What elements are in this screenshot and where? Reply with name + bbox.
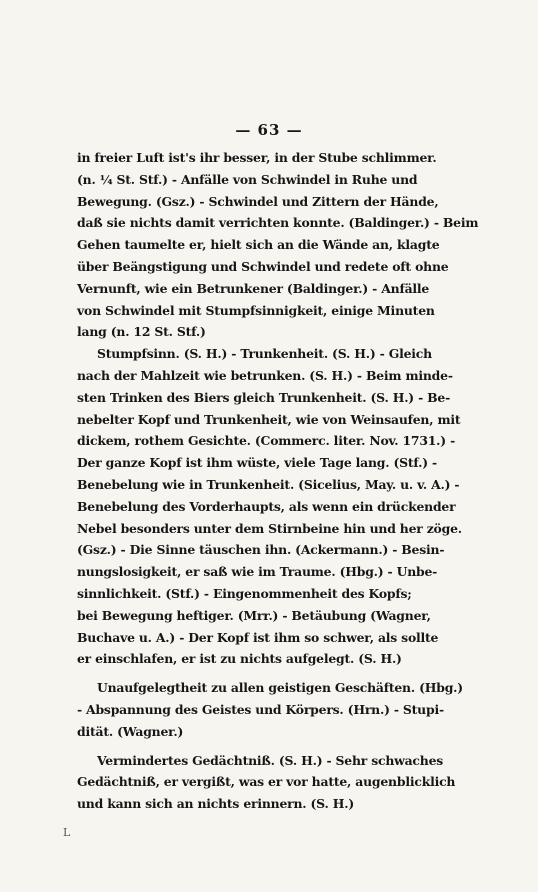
text-line: in freier Luft ist's ihr besser, in der Stube schlimmer. xyxy=(77,150,437,165)
text-line: Benebelung wie in Trunkenheit. (Sicelius, May. u. v. A.) - xyxy=(77,476,460,492)
text-line: Benebelung des Vorderhaupts, als wenn ein drückender xyxy=(77,498,456,514)
text-line: über Beängstigung und Schwindel und redete oft ohne xyxy=(77,258,449,274)
text-line: von Schwindel mit Stumpfsinnigkeit, einige Minuten xyxy=(77,302,435,318)
text-line: Bewegung. (Gsz.) - Schwindel und Zittern der Hände, xyxy=(77,193,439,209)
text-line: lang (n. 12 St. Stf.) xyxy=(77,324,206,340)
text-line: Der ganze Kopf ist ihm wüste, viele Tage lang. (Stf.) - xyxy=(77,455,437,471)
text-line: bei Bewegung heftiger. (Mrr.) - Betäubung (Wagner, xyxy=(77,607,431,623)
text-line: sten Trinken des Biers gleich Trunkenheit. (S. H.) - Be- xyxy=(77,389,451,405)
text-line: dickem, rothem Gesichte. (Commerc. liter. Nov. 1731.) - xyxy=(77,433,456,449)
text-line: - Abspannung des Geistes und Körpers. (Hrn.) - Stupi- xyxy=(77,701,444,717)
text-line: (Gsz.) - Die Sinne täuschen ihn. (Ackermann.) - Besin- xyxy=(77,542,445,558)
text-line: Gehen taumelte er, hielt sich an die Wände an, klagte xyxy=(77,237,440,253)
text-line: Vermindertes Gedächtniß. (S. H.) - Sehr schwaches xyxy=(97,752,444,768)
text-line: (n. ¼ St. Stf.) - Anfälle von Schwindel in Ruhe und xyxy=(77,171,418,187)
text-line: nungslosigkeit, er saß wie im Traume. (Hbg.) - Unbe- xyxy=(77,564,438,580)
text-line: Vernunft, wie ein Betrunkener (Baldinger.) - Anfälle xyxy=(77,280,430,296)
text-line: und kann sich an nichts erinnern. (S. H.) xyxy=(77,796,354,812)
body-text xyxy=(77,147,479,815)
margin-mark: L xyxy=(63,826,71,839)
text-line: dität. (Wagner.) xyxy=(77,723,184,739)
text-line: Stumpfsinn. (S. H.) - Trunkenheit. (S. H.) - Gleich xyxy=(97,346,432,362)
page-number: — 63 — xyxy=(235,121,303,139)
text-line: er einschlafen, er ist zu nichts aufgelegt. (S. H.) xyxy=(77,651,402,667)
text-line: nebelter Kopf und Trunkenheit, wie von Weinsaufen, mit xyxy=(77,411,461,427)
text-line: daß sie nichts damit verrichten konnte. (Baldinger.) - Beim xyxy=(77,215,479,231)
text-line: Buchave u. A.) - Der Kopf ist ihm so schwer, als sollte xyxy=(77,629,439,645)
text-line: Unaufgelegtheit zu allen geistigen Geschäften. (Hbg.) xyxy=(97,680,463,696)
text-line: nach der Mahlzeit wie betrunken. (S. H.) - Beim minde- xyxy=(77,367,453,383)
text-line: Nebel besonders unter dem Stirnbeine hin und her zöge. xyxy=(77,520,462,536)
text-line: Gedächtniß, er vergißt, was er vor hatte, augenblicklich xyxy=(77,774,456,790)
text-line: sinnlichkeit. (Stf.) - Eingenommenheit des Kopfs; xyxy=(77,585,412,601)
